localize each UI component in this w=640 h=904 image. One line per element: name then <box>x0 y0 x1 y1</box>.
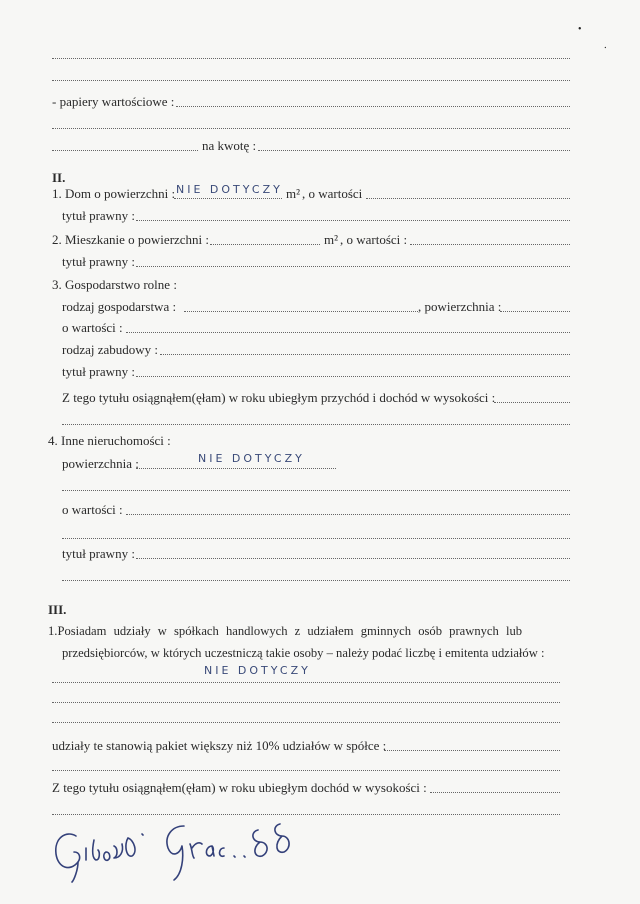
dotted-line <box>52 702 560 703</box>
shares-line1: 1.Posiadam udziały w spółkach handlowych z udziałem gminnych osób prawnych lub <box>48 624 523 638</box>
dotted-line <box>52 128 570 129</box>
other-value-label: o wartości : <box>62 502 123 517</box>
handwritten-not-applicable: NIE DOTYCZY <box>198 452 305 465</box>
handwritten-not-applicable: NIE DOTYCZY <box>204 664 311 677</box>
dotted-line <box>62 490 570 491</box>
flat-label: 2. Mieszkanie o powierzchni : <box>52 232 210 247</box>
farm-buildings-label: rodzaj zabudowy : <box>62 342 159 357</box>
securities-label: - papiery wartościowe : <box>52 94 175 109</box>
farm-buildings-field[interactable] <box>160 354 570 355</box>
dotted-line <box>62 424 570 425</box>
house-value-label: , o wartości <box>302 186 363 201</box>
flat-unit: m² <box>324 232 339 247</box>
farm-area-label: , powierzchnia : <box>418 299 502 314</box>
farm-type-field[interactable] <box>184 311 418 312</box>
other-title-label: tytuł prawny : <box>62 546 135 561</box>
dotted-line <box>62 580 570 581</box>
shares-income-field[interactable] <box>430 792 560 793</box>
house-title-label: tytuł prawny : <box>62 208 135 223</box>
amount-prefix-line <box>52 150 198 151</box>
dotted-line <box>62 538 570 539</box>
house-title-field[interactable] <box>136 220 570 221</box>
flat-value-field[interactable] <box>410 244 570 245</box>
flat-value-label: , o wartości : <box>340 232 408 247</box>
other-value-field[interactable] <box>126 514 570 515</box>
handwritten-not-applicable: NIE DOTYCZY <box>176 183 283 196</box>
dotted-line <box>52 58 570 59</box>
dotted-line <box>52 722 560 723</box>
corner-mark-top: • <box>578 24 582 35</box>
farm-value-field[interactable] <box>126 332 570 333</box>
farm-title-label: tytuł prawny : <box>62 364 135 379</box>
farm-income-field[interactable] <box>494 402 570 403</box>
house-value-field[interactable] <box>366 198 570 199</box>
flat-title-field[interactable] <box>136 266 570 267</box>
house-area-field[interactable] <box>174 198 282 199</box>
shares-pct-field[interactable] <box>384 750 560 751</box>
shares-field[interactable] <box>52 682 560 683</box>
shares-line2: przedsiębiorców, w których uczestniczą takie osoby – należy podać liczbę i emitenta udziałów : <box>62 646 545 660</box>
flat-title-label: tytuł prawny : <box>62 254 135 269</box>
securities-field[interactable] <box>176 106 570 107</box>
corner-mark-right: ⸱ <box>604 43 607 54</box>
dotted-line <box>52 80 570 81</box>
section-heading-ii: II. <box>52 170 66 185</box>
farm-area-field[interactable] <box>500 311 570 312</box>
shares-pct-label: udziały te stanowią pakiet większy niż 10% udziałów w spółce : <box>52 738 387 753</box>
dotted-line <box>52 814 560 815</box>
other-area-field[interactable] <box>136 468 336 469</box>
amount-label: na kwotę : <box>202 138 257 153</box>
flat-area-field[interactable] <box>210 244 320 245</box>
house-label: 1. Dom o powierzchni : <box>52 186 176 201</box>
farm-title-field[interactable] <box>136 376 570 377</box>
farm-value-label: o wartości : <box>62 320 123 335</box>
other-title-field[interactable] <box>136 558 570 559</box>
shares-income-label: Z tego tytułu osiągnąłem(ęłam) w roku ubiegłym dochód w wysokości : <box>52 780 427 795</box>
farm-type-label: rodzaj gospodarstwa : <box>62 299 177 314</box>
other-label: 4. Inne nieruchomości : <box>48 433 171 448</box>
section-heading-iii: III. <box>48 602 67 617</box>
house-unit: m² <box>286 186 301 201</box>
dotted-line <box>52 770 560 771</box>
handwritten-signature <box>48 818 308 888</box>
other-area-label: powierzchnia : <box>62 456 139 471</box>
farm-income-label: Z tego tytułu osiągnąłem(ęłam) w roku ubiegłym przychód i dochód w wysokości : <box>62 390 496 405</box>
amount-field[interactable] <box>258 150 570 151</box>
farm-label: 3. Gospodarstwo rolne : <box>52 277 177 292</box>
